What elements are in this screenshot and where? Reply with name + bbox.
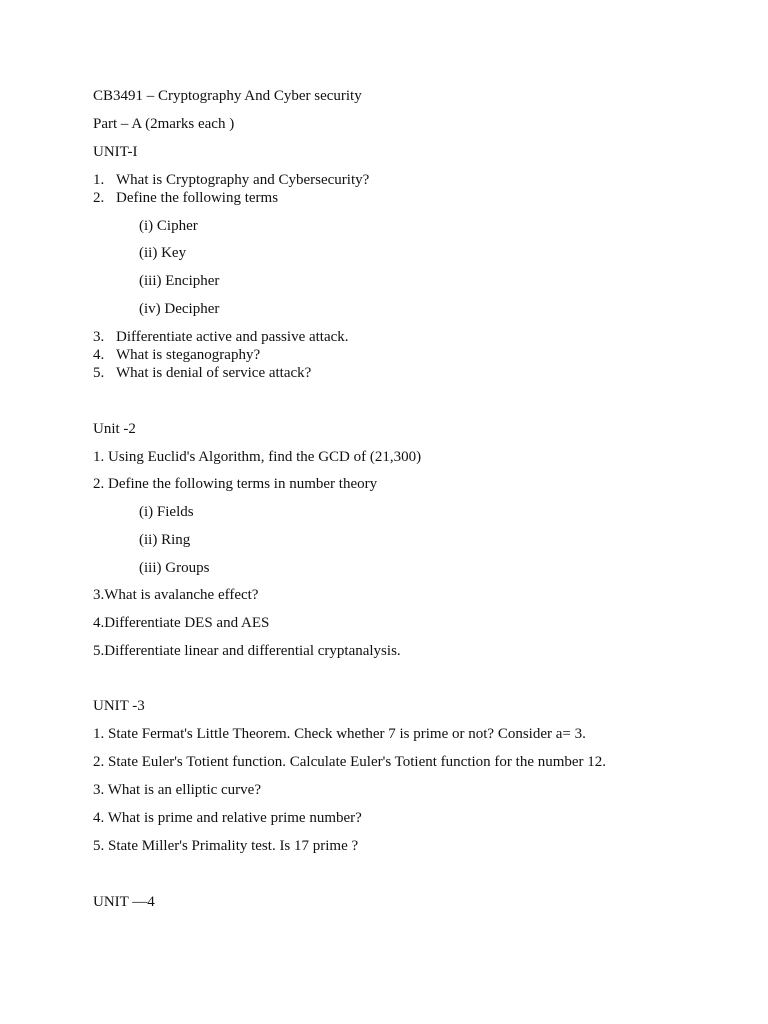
unit2-question-3: 3.What is avalanche effect?: [93, 587, 259, 603]
unit1-heading: UNIT-I: [93, 144, 138, 160]
unit4-heading: UNIT —4: [93, 894, 155, 910]
question-number: 5.: [93, 365, 105, 381]
unit1-question-4: [93, 346, 260, 364]
unit1-question-1: [93, 171, 369, 189]
question-number: 4.: [93, 347, 105, 363]
question-text: Define the following terms: [116, 190, 279, 206]
unit2-subterm-2: (ii) Ring: [139, 532, 191, 548]
unit3-question-4: 4. What is prime and relative prime number?: [93, 810, 362, 826]
unit2-subterm-3: (iii) Groups: [139, 560, 210, 576]
question-text: What is steganography?: [116, 347, 261, 363]
document-title: CB3491 – Cryptography And Cyber security: [93, 88, 362, 104]
question-number: 3.: [93, 329, 105, 345]
unit1-question-2: [93, 189, 278, 207]
unit1-subterm-2: (ii) Key: [139, 245, 187, 261]
unit3-question-5: 5. State Miller's Primality test. Is 17 prime ?: [93, 838, 359, 854]
question-number: 2.: [93, 190, 105, 206]
unit3-question-3: 3. What is an elliptic curve?: [93, 782, 261, 798]
question-text: What is denial of service attack?: [116, 365, 312, 381]
question-text: What is Cryptography and Cybersecurity?: [116, 172, 370, 188]
unit1-subterm-3: (iii) Encipher: [139, 273, 220, 289]
unit1-subterm-1: (i) Cipher: [139, 218, 198, 234]
part-heading: Part – A (2marks each ): [93, 116, 235, 132]
unit2-question-4: 4.Differentiate DES and AES: [93, 615, 270, 631]
unit3-question-1: 1. State Fermat's Little Theorem. Check whether 7 is prime or not? Consider a= 3.: [93, 726, 586, 742]
question-number: 1.: [93, 172, 105, 188]
question-text: Differentiate active and passive attack.: [116, 329, 349, 345]
unit2-question-2: 2. Define the following terms in number theory: [93, 476, 378, 492]
unit2-subterm-1: (i) Fields: [139, 504, 194, 520]
unit2-question-5: 5.Differentiate linear and differential cryptanalysis.: [93, 643, 401, 659]
unit1-question-3: [93, 328, 349, 346]
unit1-subterm-4: (iv) Decipher: [139, 301, 220, 317]
unit2-heading: Unit -2: [93, 421, 136, 437]
unit3-question-2: 2. State Euler's Totient function. Calculate Euler's Totient function for the number 12.: [93, 754, 607, 770]
unit2-question-1: 1. Using Euclid's Algorithm, find the GCD of (21,300): [93, 449, 422, 465]
unit1-question-5: [93, 364, 311, 382]
unit3-heading: UNIT -3: [93, 698, 145, 714]
